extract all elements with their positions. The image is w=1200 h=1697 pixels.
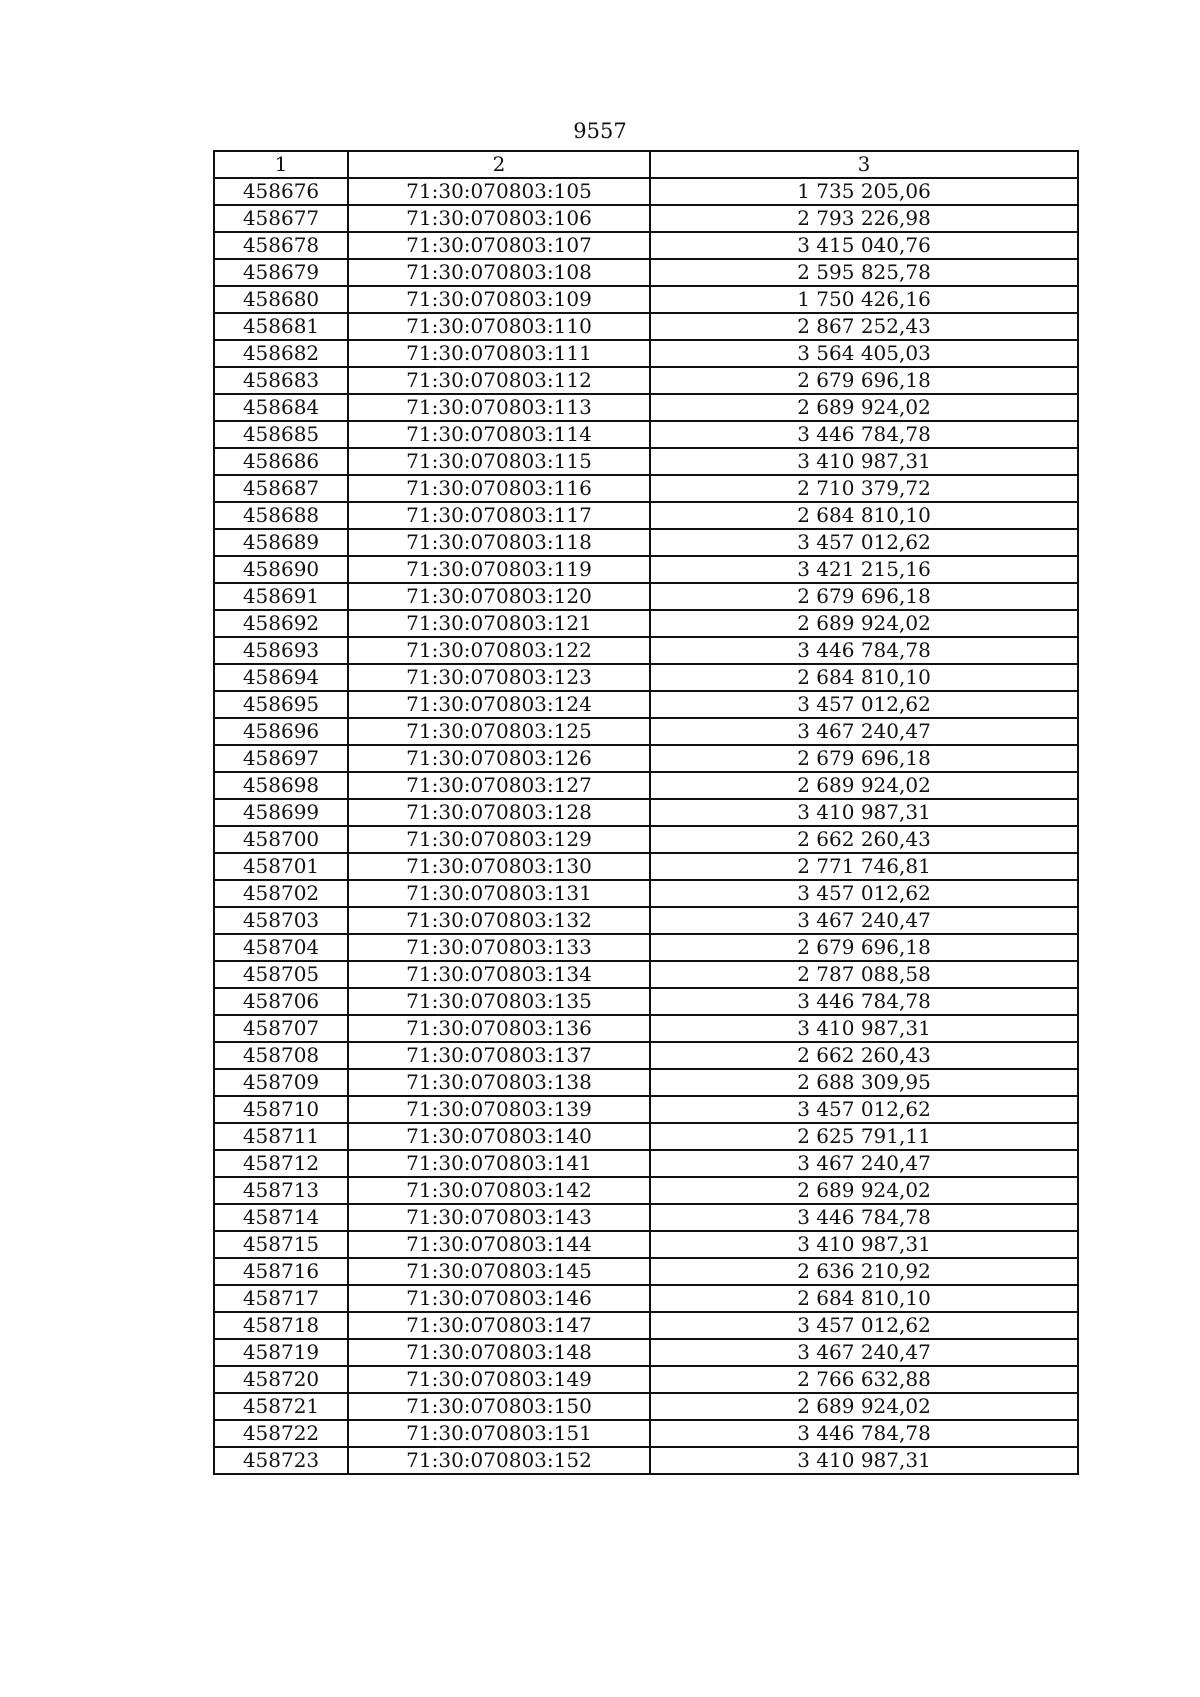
cell-value: 2 689 924,02	[650, 394, 1078, 421]
cell-cadastral-number: 71:30:070803:149	[348, 1366, 650, 1393]
table-row	[214, 745, 1078, 772]
cell-value: 3 410 987,31	[650, 799, 1078, 826]
cell-number: 458689	[214, 529, 348, 556]
table-row	[214, 205, 1078, 232]
cell-cadastral-number: 71:30:070803:123	[348, 664, 650, 691]
cell-cadastral-number: 71:30:070803:112	[348, 367, 650, 394]
cell-number: 458694	[214, 664, 348, 691]
cell-cadastral-number: 71:30:070803:120	[348, 583, 650, 610]
cell-value: 3 457 012,62	[650, 691, 1078, 718]
cell-number: 458693	[214, 637, 348, 664]
table-row	[214, 853, 1078, 880]
cell-cadastral-number: 71:30:070803:108	[348, 259, 650, 286]
cell-value: 2 636 210,92	[650, 1258, 1078, 1285]
cell-value: 3 410 987,31	[650, 448, 1078, 475]
cell-cadastral-number: 71:30:070803:140	[348, 1123, 650, 1150]
table-row	[214, 637, 1078, 664]
table-row	[214, 232, 1078, 259]
table-row	[214, 286, 1078, 313]
cell-number: 458685	[214, 421, 348, 448]
cell-cadastral-number: 71:30:070803:134	[348, 961, 650, 988]
cell-cadastral-number: 71:30:070803:141	[348, 1150, 650, 1177]
cell-number: 458701	[214, 853, 348, 880]
cell-number: 458691	[214, 583, 348, 610]
cell-value: 3 410 987,31	[650, 1231, 1078, 1258]
cell-cadastral-number: 71:30:070803:121	[348, 610, 650, 637]
cell-cadastral-number: 71:30:070803:144	[348, 1231, 650, 1258]
table-row	[214, 1042, 1078, 1069]
cell-value: 2 867 252,43	[650, 313, 1078, 340]
cell-cadastral-number: 71:30:070803:113	[348, 394, 650, 421]
table-row	[214, 718, 1078, 745]
cell-value: 2 787 088,58	[650, 961, 1078, 988]
cell-value: 3 457 012,62	[650, 880, 1078, 907]
cell-value: 3 457 012,62	[650, 529, 1078, 556]
cell-cadastral-number: 71:30:070803:127	[348, 772, 650, 799]
cell-cadastral-number: 71:30:070803:130	[348, 853, 650, 880]
cell-cadastral-number: 71:30:070803:115	[348, 448, 650, 475]
cell-cadastral-number: 71:30:070803:139	[348, 1096, 650, 1123]
cell-number: 458706	[214, 988, 348, 1015]
cell-number: 458695	[214, 691, 348, 718]
table-row	[214, 610, 1078, 637]
cell-value: 3 467 240,47	[650, 1150, 1078, 1177]
cell-cadastral-number: 71:30:070803:116	[348, 475, 650, 502]
cell-number: 458699	[214, 799, 348, 826]
cell-number: 458723	[214, 1447, 348, 1474]
cell-value: 3 467 240,47	[650, 1339, 1078, 1366]
table-row	[214, 1366, 1078, 1393]
cell-number: 458719	[214, 1339, 348, 1366]
cell-cadastral-number: 71:30:070803:118	[348, 529, 650, 556]
cell-value: 3 446 784,78	[650, 637, 1078, 664]
cell-number: 458713	[214, 1177, 348, 1204]
cell-cadastral-number: 71:30:070803:105	[348, 178, 650, 205]
cell-cadastral-number: 71:30:070803:109	[348, 286, 650, 313]
cell-number: 458698	[214, 772, 348, 799]
cell-cadastral-number: 71:30:070803:111	[348, 340, 650, 367]
table-row	[214, 934, 1078, 961]
cell-number: 458720	[214, 1366, 348, 1393]
table-row	[214, 448, 1078, 475]
cell-cadastral-number: 71:30:070803:124	[348, 691, 650, 718]
cell-value: 3 457 012,62	[650, 1096, 1078, 1123]
cell-number: 458710	[214, 1096, 348, 1123]
cell-value: 2 684 810,10	[650, 502, 1078, 529]
cell-value: 3 446 784,78	[650, 1420, 1078, 1447]
cell-cadastral-number: 71:30:070803:122	[348, 637, 650, 664]
cell-number: 458714	[214, 1204, 348, 1231]
table-row	[214, 826, 1078, 853]
cell-value: 2 710 379,72	[650, 475, 1078, 502]
table-row	[214, 583, 1078, 610]
cell-value: 2 679 696,18	[650, 745, 1078, 772]
cell-number: 458679	[214, 259, 348, 286]
cell-number: 458709	[214, 1069, 348, 1096]
cell-value: 2 679 696,18	[650, 583, 1078, 610]
table-row	[214, 799, 1078, 826]
table-row	[214, 1204, 1078, 1231]
cell-cadastral-number: 71:30:070803:126	[348, 745, 650, 772]
cell-number: 458697	[214, 745, 348, 772]
table-row	[214, 313, 1078, 340]
cell-cadastral-number: 71:30:070803:138	[348, 1069, 650, 1096]
cell-cadastral-number: 71:30:070803:137	[348, 1042, 650, 1069]
cell-number: 458684	[214, 394, 348, 421]
cell-value: 2 793 226,98	[650, 205, 1078, 232]
cell-number: 458676	[214, 178, 348, 205]
cell-number: 458722	[214, 1420, 348, 1447]
table-row	[214, 961, 1078, 988]
table-row	[214, 556, 1078, 583]
page-number: 9557	[573, 119, 627, 143]
cell-cadastral-number: 71:30:070803:151	[348, 1420, 650, 1447]
cell-number: 458704	[214, 934, 348, 961]
cell-number: 458703	[214, 907, 348, 934]
cell-number: 458680	[214, 286, 348, 313]
cell-value: 2 689 924,02	[650, 610, 1078, 637]
cell-value: 2 679 696,18	[650, 934, 1078, 961]
table-row	[214, 367, 1078, 394]
table-row	[214, 880, 1078, 907]
cell-cadastral-number: 71:30:070803:142	[348, 1177, 650, 1204]
table-row	[214, 502, 1078, 529]
table-row	[214, 1069, 1078, 1096]
table-row	[214, 1150, 1078, 1177]
cell-number: 458717	[214, 1285, 348, 1312]
cell-cadastral-number: 71:30:070803:129	[348, 826, 650, 853]
cell-number: 458681	[214, 313, 348, 340]
cell-value: 2 688 309,95	[650, 1069, 1078, 1096]
cell-value: 2 689 924,02	[650, 1393, 1078, 1420]
cell-value: 2 771 746,81	[650, 853, 1078, 880]
cell-value: 2 595 825,78	[650, 259, 1078, 286]
cell-cadastral-number: 71:30:070803:131	[348, 880, 650, 907]
cell-cadastral-number: 71:30:070803:107	[348, 232, 650, 259]
cell-value: 2 684 810,10	[650, 664, 1078, 691]
cell-cadastral-number: 71:30:070803:152	[348, 1447, 650, 1474]
cell-value: 3 467 240,47	[650, 907, 1078, 934]
cell-cadastral-number: 71:30:070803:147	[348, 1312, 650, 1339]
cell-cadastral-number: 71:30:070803:106	[348, 205, 650, 232]
cell-number: 458705	[214, 961, 348, 988]
cell-cadastral-number: 71:30:070803:125	[348, 718, 650, 745]
cell-cadastral-number: 71:30:070803:128	[348, 799, 650, 826]
cell-value: 3 446 784,78	[650, 421, 1078, 448]
column-header-3: 3	[650, 151, 1078, 178]
column-header-1: 1	[214, 151, 348, 178]
table-header	[214, 151, 1078, 178]
cell-number: 458711	[214, 1123, 348, 1150]
cell-number: 458721	[214, 1393, 348, 1420]
cell-cadastral-number: 71:30:070803:143	[348, 1204, 650, 1231]
cell-value: 2 679 696,18	[650, 367, 1078, 394]
table-row	[214, 664, 1078, 691]
cell-number: 458683	[214, 367, 348, 394]
table-row	[214, 1177, 1078, 1204]
cell-value: 3 467 240,47	[650, 718, 1078, 745]
table-body	[214, 178, 1078, 1474]
cell-number: 458716	[214, 1258, 348, 1285]
table-row	[214, 1420, 1078, 1447]
cell-cadastral-number: 71:30:070803:133	[348, 934, 650, 961]
cell-value: 3 446 784,78	[650, 1204, 1078, 1231]
cell-value: 3 457 012,62	[650, 1312, 1078, 1339]
cell-value: 3 446 784,78	[650, 988, 1078, 1015]
cell-value: 3 421 215,16	[650, 556, 1078, 583]
cell-cadastral-number: 71:30:070803:110	[348, 313, 650, 340]
table-row	[214, 988, 1078, 1015]
cell-number: 458687	[214, 475, 348, 502]
registry-table	[213, 150, 1079, 1475]
cell-number: 458692	[214, 610, 348, 637]
table-row	[214, 475, 1078, 502]
cell-number: 458690	[214, 556, 348, 583]
table-row	[214, 178, 1078, 205]
table-row	[214, 691, 1078, 718]
cell-cadastral-number: 71:30:070803:114	[348, 421, 650, 448]
cell-value: 2 662 260,43	[650, 1042, 1078, 1069]
cell-value: 2 689 924,02	[650, 772, 1078, 799]
table-row	[214, 340, 1078, 367]
cell-cadastral-number: 71:30:070803:148	[348, 1339, 650, 1366]
table-row	[214, 1096, 1078, 1123]
cell-number: 458682	[214, 340, 348, 367]
cell-number: 458708	[214, 1042, 348, 1069]
cell-number: 458718	[214, 1312, 348, 1339]
column-header-2: 2	[348, 151, 650, 178]
cell-value: 3 410 987,31	[650, 1015, 1078, 1042]
table-row	[214, 1258, 1078, 1285]
table-row	[214, 1285, 1078, 1312]
table-row	[214, 1447, 1078, 1474]
cell-value: 2 625 791,11	[650, 1123, 1078, 1150]
table-row	[214, 1231, 1078, 1258]
table-row	[214, 1312, 1078, 1339]
cell-cadastral-number: 71:30:070803:119	[348, 556, 650, 583]
table-row	[214, 1393, 1078, 1420]
cell-value: 1 735 205,06	[650, 178, 1078, 205]
cell-number: 458678	[214, 232, 348, 259]
cell-value: 2 766 632,88	[650, 1366, 1078, 1393]
cell-number: 458677	[214, 205, 348, 232]
table-row	[214, 421, 1078, 448]
table-row	[214, 772, 1078, 799]
table-row	[214, 1015, 1078, 1042]
table-row	[214, 529, 1078, 556]
table-row	[214, 259, 1078, 286]
header-row	[214, 151, 1078, 178]
cell-number: 458712	[214, 1150, 348, 1177]
table-row	[214, 1123, 1078, 1150]
cell-number: 458707	[214, 1015, 348, 1042]
cell-number: 458688	[214, 502, 348, 529]
cell-cadastral-number: 71:30:070803:135	[348, 988, 650, 1015]
cell-value: 1 750 426,16	[650, 286, 1078, 313]
table-row	[214, 1339, 1078, 1366]
cell-value: 3 564 405,03	[650, 340, 1078, 367]
cell-value: 2 684 810,10	[650, 1285, 1078, 1312]
cell-number: 458715	[214, 1231, 348, 1258]
cell-cadastral-number: 71:30:070803:136	[348, 1015, 650, 1042]
cell-number: 458702	[214, 880, 348, 907]
cell-cadastral-number: 71:30:070803:150	[348, 1393, 650, 1420]
cell-value: 3 415 040,76	[650, 232, 1078, 259]
cell-cadastral-number: 71:30:070803:132	[348, 907, 650, 934]
cell-value: 2 662 260,43	[650, 826, 1078, 853]
cell-number: 458686	[214, 448, 348, 475]
cell-number: 458700	[214, 826, 348, 853]
table-row	[214, 907, 1078, 934]
cell-value: 2 689 924,02	[650, 1177, 1078, 1204]
cell-value: 3 410 987,31	[650, 1447, 1078, 1474]
table-row	[214, 394, 1078, 421]
cell-cadastral-number: 71:30:070803:146	[348, 1285, 650, 1312]
cell-cadastral-number: 71:30:070803:145	[348, 1258, 650, 1285]
cell-cadastral-number: 71:30:070803:117	[348, 502, 650, 529]
cell-number: 458696	[214, 718, 348, 745]
